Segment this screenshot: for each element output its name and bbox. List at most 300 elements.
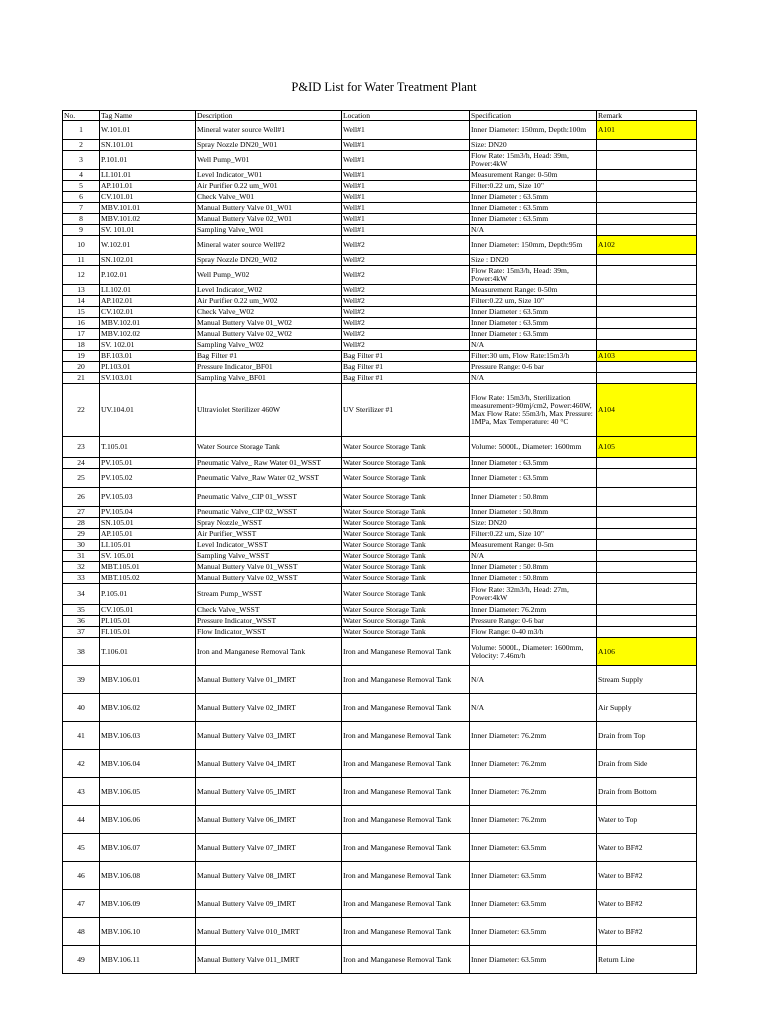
cell-no: 13: [63, 285, 100, 296]
cell-location: Iron and Manganese Removal Tank: [342, 666, 470, 694]
table-row: [63, 778, 697, 806]
cell-no: 11: [63, 255, 100, 266]
cell-no: 41: [63, 722, 100, 750]
cell-location: Well#1: [342, 170, 470, 181]
cell-tag-name: MBV.106.07: [100, 834, 196, 862]
cell-description: Manual Buttery Valve 06_IMRT: [196, 806, 342, 834]
cell-location: Water Source Storage Tank: [342, 437, 470, 458]
table-body: [63, 121, 697, 974]
cell-description: Manual Buttery Valve 08_IMRT: [196, 862, 342, 890]
cell-tag-name: W.101.01: [100, 121, 196, 140]
table-row: [63, 540, 697, 551]
table-row: [63, 488, 697, 507]
cell-description: Well Pump_W01: [196, 151, 342, 170]
cell-description: Manual Buttery Valve 01_WSST: [196, 562, 342, 573]
table-row: [63, 562, 697, 573]
cell-specification: Inner Diameter : 63.5mm: [470, 329, 597, 340]
cell-location: Iron and Manganese Removal Tank: [342, 638, 470, 666]
cell-description: Well Pump_W02: [196, 266, 342, 285]
cell-no: 6: [63, 192, 100, 203]
cell-no: 47: [63, 890, 100, 918]
cell-specification: Volume: 5000L, Diameter: 1600mm, Velocity: 7.46m/h: [470, 638, 597, 666]
cell-remark: [597, 214, 697, 225]
cell-specification: Size : DN20: [470, 255, 597, 266]
cell-tag-name: MBV.106.06: [100, 806, 196, 834]
table-row: [63, 573, 697, 584]
cell-tag-name: SN.105.01: [100, 518, 196, 529]
cell-specification: Inner Diameter : 63.5mm: [470, 458, 597, 469]
cell-description: Spray Nozzle DN20_W02: [196, 255, 342, 266]
table-row: [63, 437, 697, 458]
cell-remark: A103: [597, 351, 697, 362]
cell-specification: Measurement Range: 0-50m: [470, 170, 597, 181]
cell-remark: Stream Supply: [597, 666, 697, 694]
cell-remark: [597, 562, 697, 573]
cell-tag-name: MBT.105.02: [100, 573, 196, 584]
cell-remark: [597, 518, 697, 529]
cell-tag-name: P.102.01: [100, 266, 196, 285]
table-row: [63, 469, 697, 488]
cell-tag-name: AP.102.01: [100, 296, 196, 307]
cell-tag-name: MBV.101.01: [100, 203, 196, 214]
pid-table: [62, 110, 697, 974]
cell-no: 38: [63, 638, 100, 666]
cell-location: Water Source Storage Tank: [342, 488, 470, 507]
cell-specification: Inner Diameter : 63.5mm: [470, 307, 597, 318]
cell-specification: Pressure Range: 0-6 bar: [470, 616, 597, 627]
page-title: P&ID List for Water Treatment Plant: [291, 80, 477, 94]
cell-remark: A101: [597, 121, 697, 140]
cell-tag-name: SV. 102.01: [100, 340, 196, 351]
cell-specification: Inner Diameter : 63.5mm: [470, 214, 597, 225]
cell-specification: Filter:30 um, Flow Rate:15m3/h: [470, 351, 597, 362]
cell-specification: Filter:0.22 um, Size 10": [470, 181, 597, 192]
cell-location: Iron and Manganese Removal Tank: [342, 694, 470, 722]
table-row: [63, 384, 697, 437]
table-row: [63, 170, 697, 181]
cell-no: 26: [63, 488, 100, 507]
cell-location: Well#2: [342, 236, 470, 255]
cell-remark: [597, 551, 697, 562]
cell-specification: Inner Diameter: 63.5mm: [470, 834, 597, 862]
cell-no: 3: [63, 151, 100, 170]
cell-no: 8: [63, 214, 100, 225]
cell-location: Well#1: [342, 151, 470, 170]
cell-tag-name: SN.101.01: [100, 140, 196, 151]
cell-tag-name: P.101.01: [100, 151, 196, 170]
table-row: [63, 203, 697, 214]
cell-remark: Water to BF#2: [597, 834, 697, 862]
cell-tag-name: MBV.106.08: [100, 862, 196, 890]
cell-specification: Volume: 5000L, Diameter: 1600mm: [470, 437, 597, 458]
cell-specification: Inner Diameter: 76.2mm: [470, 750, 597, 778]
cell-remark: Water to Top: [597, 806, 697, 834]
cell-specification: Size: DN20: [470, 140, 597, 151]
cell-specification: Inner Diameter : 50.8mm: [470, 488, 597, 507]
cell-location: Iron and Manganese Removal Tank: [342, 806, 470, 834]
cell-tag-name: PV.105.01: [100, 458, 196, 469]
cell-remark: [597, 151, 697, 170]
cell-specification: Flow Rate: 15m3/h, Head: 39m, Power:4kW: [470, 151, 597, 170]
cell-remark: [597, 584, 697, 605]
cell-specification: Inner Diameter: 76.2mm: [470, 722, 597, 750]
column-header-description: Description: [196, 111, 342, 121]
cell-description: Manual Buttery Valve 09_IMRT: [196, 890, 342, 918]
cell-remark: [597, 529, 697, 540]
cell-location: Water Source Storage Tank: [342, 540, 470, 551]
cell-location: Well#2: [342, 296, 470, 307]
cell-remark: [597, 318, 697, 329]
cell-remark: [597, 469, 697, 488]
cell-tag-name: PV.105.04: [100, 507, 196, 518]
cell-remark: A106: [597, 638, 697, 666]
cell-no: 23: [63, 437, 100, 458]
cell-no: 22: [63, 384, 100, 437]
cell-remark: Return Line: [597, 946, 697, 974]
table-row: [63, 214, 697, 225]
cell-description: Mineral water source Well#2: [196, 236, 342, 255]
cell-specification: Inner Diameter: 63.5mm: [470, 946, 597, 974]
cell-description: Pneumatic Valve_Raw Water 02_WSST: [196, 469, 342, 488]
cell-specification: Inner Diameter : 50.8mm: [470, 562, 597, 573]
cell-no: 33: [63, 573, 100, 584]
cell-no: 42: [63, 750, 100, 778]
table-row: [63, 584, 697, 605]
cell-specification: Flow Range: 0-40 m3/h: [470, 627, 597, 638]
cell-tag-name: T.105.01: [100, 437, 196, 458]
cell-specification: Inner Diameter: 150mm, Depth:100m: [470, 121, 597, 140]
table-row: [63, 151, 697, 170]
cell-no: 45: [63, 834, 100, 862]
cell-location: Well#2: [342, 285, 470, 296]
table-row: [63, 351, 697, 362]
cell-specification: Inner Diameter : 63.5mm: [470, 203, 597, 214]
table-row: [63, 694, 697, 722]
cell-location: Well#2: [342, 340, 470, 351]
cell-remark: Drain from Top: [597, 722, 697, 750]
cell-description: Sampling Valve_W01: [196, 225, 342, 236]
cell-no: 40: [63, 694, 100, 722]
cell-description: Check Valve_W01: [196, 192, 342, 203]
cell-tag-name: CV.102.01: [100, 307, 196, 318]
table-row: [63, 329, 697, 340]
cell-remark: [597, 266, 697, 285]
cell-location: Well#2: [342, 329, 470, 340]
cell-no: 24: [63, 458, 100, 469]
cell-description: Mineral water source Well#1: [196, 121, 342, 140]
table-header: [63, 111, 697, 121]
table-row: [63, 529, 697, 540]
cell-location: Iron and Manganese Removal Tank: [342, 890, 470, 918]
cell-specification: Inner Diameter: 63.5mm: [470, 862, 597, 890]
cell-remark: Water to BF#2: [597, 918, 697, 946]
cell-no: 37: [63, 627, 100, 638]
cell-no: 10: [63, 236, 100, 255]
cell-specification: Measurement Range: 0-50m: [470, 285, 597, 296]
cell-remark: [597, 296, 697, 307]
table-row: [63, 605, 697, 616]
cell-remark: Water to BF#2: [597, 890, 697, 918]
cell-tag-name: SV. 105.01: [100, 551, 196, 562]
cell-location: Iron and Manganese Removal Tank: [342, 722, 470, 750]
cell-remark: [597, 488, 697, 507]
cell-tag-name: MBT.105.01: [100, 562, 196, 573]
cell-location: UV Sterilizer #1: [342, 384, 470, 437]
cell-description: Sampling Valve_BF01: [196, 373, 342, 384]
cell-location: Iron and Manganese Removal Tank: [342, 778, 470, 806]
cell-description: Manual Buttery Valve 03_IMRT: [196, 722, 342, 750]
cell-specification: Inner Diameter : 63.5mm: [470, 469, 597, 488]
cell-tag-name: FI.105.01: [100, 627, 196, 638]
cell-description: Air Purifier 0.22 um_W02: [196, 296, 342, 307]
table-row: [63, 373, 697, 384]
cell-specification: N/A: [470, 694, 597, 722]
cell-location: Iron and Manganese Removal Tank: [342, 918, 470, 946]
cell-no: 32: [63, 562, 100, 573]
cell-specification: Filter:0.22 um, Size 10": [470, 529, 597, 540]
cell-remark: Drain from Bottom: [597, 778, 697, 806]
cell-description: Pressure Indicator_WSST: [196, 616, 342, 627]
cell-remark: [597, 507, 697, 518]
cell-description: Manual Buttery Valve 010_IMRT: [196, 918, 342, 946]
cell-location: Water Source Storage Tank: [342, 529, 470, 540]
cell-location: Well#2: [342, 307, 470, 318]
cell-tag-name: MBV.106.11: [100, 946, 196, 974]
cell-location: Water Source Storage Tank: [342, 518, 470, 529]
column-header-no: No.: [63, 111, 100, 121]
cell-location: Iron and Manganese Removal Tank: [342, 946, 470, 974]
cell-remark: Air Supply: [597, 694, 697, 722]
cell-description: Level Indicator_W02: [196, 285, 342, 296]
cell-remark: [597, 140, 697, 151]
cell-specification: Inner Diameter : 50.8mm: [470, 507, 597, 518]
cell-remark: [597, 203, 697, 214]
cell-description: Manual Buttery Valve 01_W02: [196, 318, 342, 329]
cell-no: 14: [63, 296, 100, 307]
cell-description: Check Valve_WSST: [196, 605, 342, 616]
cell-description: Flow Indicator_WSST: [196, 627, 342, 638]
cell-tag-name: MBV.106.03: [100, 722, 196, 750]
cell-description: Manual Buttery Valve 04_IMRT: [196, 750, 342, 778]
cell-description: Spray Nozzle_WSST: [196, 518, 342, 529]
cell-no: 44: [63, 806, 100, 834]
cell-tag-name: UV.104.01: [100, 384, 196, 437]
cell-no: 34: [63, 584, 100, 605]
cell-location: Water Source Storage Tank: [342, 584, 470, 605]
cell-no: 5: [63, 181, 100, 192]
cell-no: 21: [63, 373, 100, 384]
cell-description: Level Indicator_W01: [196, 170, 342, 181]
table-row: [63, 225, 697, 236]
cell-tag-name: SN.102.01: [100, 255, 196, 266]
cell-remark: [597, 181, 697, 192]
cell-tag-name: T.106.01: [100, 638, 196, 666]
cell-specification: Inner Diameter : 50.8mm: [470, 573, 597, 584]
cell-location: Iron and Manganese Removal Tank: [342, 862, 470, 890]
cell-description: Check Valve_W02: [196, 307, 342, 318]
cell-no: 43: [63, 778, 100, 806]
cell-remark: [597, 605, 697, 616]
cell-specification: Inner Diameter: 76.2mm: [470, 605, 597, 616]
cell-specification: N/A: [470, 340, 597, 351]
cell-remark: [597, 285, 697, 296]
cell-no: 2: [63, 140, 100, 151]
table-row: [63, 340, 697, 351]
cell-tag-name: CV.105.01: [100, 605, 196, 616]
table-row: [63, 518, 697, 529]
cell-tag-name: CV.101.01: [100, 192, 196, 203]
column-header-tag-name: Tag Name: [100, 111, 196, 121]
cell-no: 15: [63, 307, 100, 318]
table-row: [63, 192, 697, 203]
table-row: [63, 296, 697, 307]
cell-description: Water Source Storage Tank: [196, 437, 342, 458]
cell-remark: [597, 225, 697, 236]
cell-tag-name: W.102.01: [100, 236, 196, 255]
cell-description: Iron and Manganese Removal Tank: [196, 638, 342, 666]
table-row: [63, 507, 697, 518]
cell-specification: Measurement Range: 0-5m: [470, 540, 597, 551]
cell-no: 4: [63, 170, 100, 181]
table-row: [63, 918, 697, 946]
cell-remark: [597, 573, 697, 584]
cell-specification: Flow Rate: 32m3/h, Head: 27m, Power:4kW: [470, 584, 597, 605]
cell-remark: [597, 307, 697, 318]
table-row: [63, 750, 697, 778]
cell-tag-name: MBV.106.10: [100, 918, 196, 946]
cell-specification: N/A: [470, 666, 597, 694]
cell-description: Pneumatic Valve_CIP 01_WSST: [196, 488, 342, 507]
column-header-specification: Specification: [470, 111, 597, 121]
cell-specification: Inner Diameter: 63.5mm: [470, 890, 597, 918]
cell-description: Manual Buttery Valve 02_W02: [196, 329, 342, 340]
cell-no: 49: [63, 946, 100, 974]
table-row: [63, 266, 697, 285]
cell-location: Bag Filter #1: [342, 362, 470, 373]
cell-tag-name: MBV.101.02: [100, 214, 196, 225]
cell-description: Manual Buttery Valve 05_IMRT: [196, 778, 342, 806]
cell-tag-name: BF.103.01: [100, 351, 196, 362]
cell-tag-name: AP.105.01: [100, 529, 196, 540]
cell-location: Well#1: [342, 192, 470, 203]
cell-no: 20: [63, 362, 100, 373]
table-row: [63, 722, 697, 750]
cell-specification: Pressure Range: 0-6 bar: [470, 362, 597, 373]
cell-description: Manual Buttery Valve 02_WSST: [196, 573, 342, 584]
cell-description: Manual Buttery Valve 07_IMRT: [196, 834, 342, 862]
cell-remark: [597, 255, 697, 266]
cell-no: 36: [63, 616, 100, 627]
table-row: [63, 890, 697, 918]
table-row: [63, 181, 697, 192]
column-header-remark: Remark: [597, 111, 697, 121]
table-row: [63, 236, 697, 255]
cell-description: Manual Buttery Valve 02_W01: [196, 214, 342, 225]
cell-no: 29: [63, 529, 100, 540]
cell-tag-name: MBV.102.01: [100, 318, 196, 329]
table-row: [63, 862, 697, 890]
cell-no: 28: [63, 518, 100, 529]
cell-location: Well#1: [342, 140, 470, 151]
table-row: [63, 946, 697, 974]
cell-tag-name: MBV.102.02: [100, 329, 196, 340]
cell-description: Manual Buttery Valve 01_IMRT: [196, 666, 342, 694]
cell-description: Pneumatic Valve_CIP 02_WSST: [196, 507, 342, 518]
cell-description: Ultraviolet Sterilizer 460W: [196, 384, 342, 437]
cell-no: 46: [63, 862, 100, 890]
cell-specification: N/A: [470, 373, 597, 384]
cell-tag-name: P.105.01: [100, 584, 196, 605]
cell-location: Water Source Storage Tank: [342, 507, 470, 518]
cell-specification: Flow Rate: 15m3/h, Sterilization measurement>90mj/cm2, Power:460W, Max Flow Rate: 55m3/h, Max Pressure: 1MPa, Max Temperature: 40 °C: [470, 384, 597, 437]
cell-specification: N/A: [470, 551, 597, 562]
cell-specification: Filter:0.22 um, Size 10": [470, 296, 597, 307]
cell-no: 17: [63, 329, 100, 340]
cell-location: Bag Filter #1: [342, 373, 470, 384]
cell-location: Iron and Manganese Removal Tank: [342, 750, 470, 778]
cell-remark: [597, 192, 697, 203]
table-row: [63, 638, 697, 666]
column-header-location: Location: [342, 111, 470, 121]
cell-no: 18: [63, 340, 100, 351]
cell-tag-name: MBV.106.01: [100, 666, 196, 694]
cell-tag-name: MBV.106.05: [100, 778, 196, 806]
cell-location: Well#1: [342, 225, 470, 236]
cell-remark: [597, 170, 697, 181]
cell-no: 30: [63, 540, 100, 551]
cell-tag-name: PI.103.01: [100, 362, 196, 373]
cell-location: Water Source Storage Tank: [342, 573, 470, 584]
cell-description: Bag Filter #1: [196, 351, 342, 362]
cell-remark: [597, 458, 697, 469]
cell-tag-name: LI.102.01: [100, 285, 196, 296]
cell-no: 1: [63, 121, 100, 140]
cell-remark: [597, 340, 697, 351]
cell-specification: Inner Diameter : 63.5mm: [470, 192, 597, 203]
cell-specification: N/A: [470, 225, 597, 236]
table-row: [63, 551, 697, 562]
cell-remark: A105: [597, 437, 697, 458]
table-row: [63, 458, 697, 469]
cell-no: 25: [63, 469, 100, 488]
cell-tag-name: MBV.106.02: [100, 694, 196, 722]
cell-description: Manual Buttery Valve 02_IMRT: [196, 694, 342, 722]
cell-remark: [597, 362, 697, 373]
cell-location: Well#1: [342, 214, 470, 225]
cell-remark: Water to BF#2: [597, 862, 697, 890]
table-row: [63, 362, 697, 373]
table-row: [63, 666, 697, 694]
cell-description: Sampling Valve_WSST: [196, 551, 342, 562]
cell-description: Pneumatic Valve_ Raw Water 01_WSST: [196, 458, 342, 469]
cell-description: Pressure Indicator_BF01: [196, 362, 342, 373]
cell-description: Stream Pump_WSST: [196, 584, 342, 605]
cell-location: Water Source Storage Tank: [342, 551, 470, 562]
table-row: [63, 140, 697, 151]
cell-no: 39: [63, 666, 100, 694]
cell-no: 35: [63, 605, 100, 616]
cell-remark: A102: [597, 236, 697, 255]
cell-location: Bag Filter #1: [342, 351, 470, 362]
cell-description: Manual Buttery Valve 011_IMRT: [196, 946, 342, 974]
cell-tag-name: PV.105.02: [100, 469, 196, 488]
table-row: [63, 307, 697, 318]
cell-no: 31: [63, 551, 100, 562]
table-row: [63, 627, 697, 638]
cell-no: 48: [63, 918, 100, 946]
cell-specification: Inner Diameter: 76.2mm: [470, 778, 597, 806]
cell-specification: Inner Diameter: 63.5mm: [470, 918, 597, 946]
